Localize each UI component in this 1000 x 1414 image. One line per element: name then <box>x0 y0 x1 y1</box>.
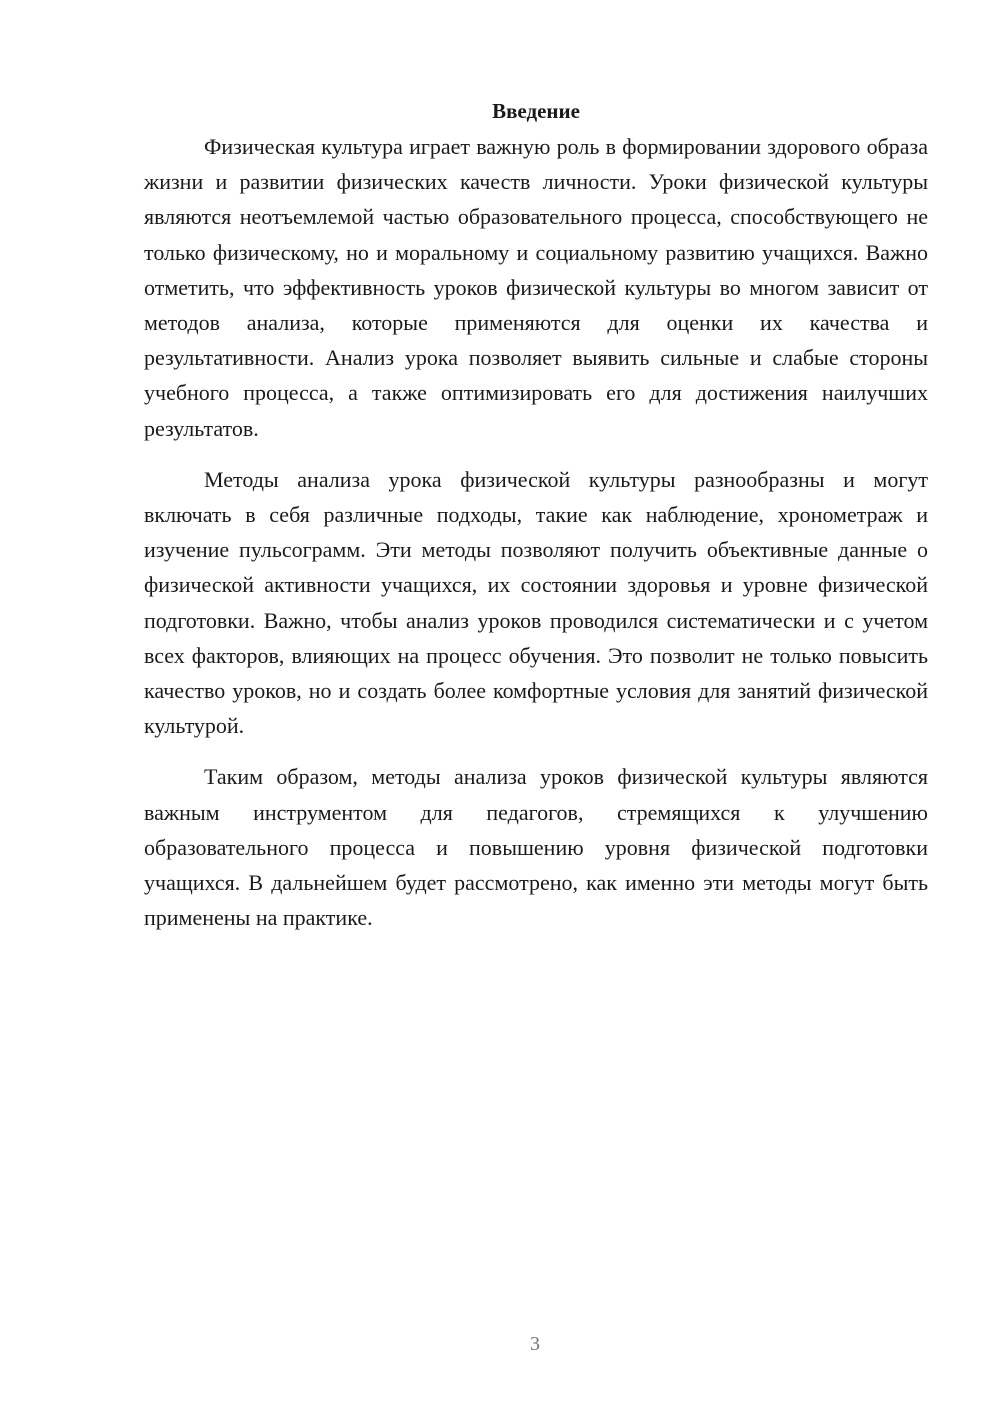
page-number: 3 <box>530 1333 540 1355</box>
document-body <box>144 94 928 935</box>
paragraph-1: Физическая культура играет важную роль в формировании здорового образа жизни и развитии физических качеств личности. Уроки физической культуры являются неотъемлемой частью образовательного процесса, способствующего не только физическому, но и моральному и социальному развитию учащихся. Важно отметить, что эффективность уроков физической культуры во многом зависит от методов анализа, которые применяются для оценки их качества и результативности. Анализ урока позволяет выявить сильные и слабые стороны учебного процесса, а также оптимизировать его для достижения наилучших результатов. <box>144 134 928 441</box>
paragraph-3: Таким образом, методы анализа уроков физической культуры являются важным инструментом для педагогов, стремящихся к улучшению образовательного процесса и повышению уровня физической подготовки учащихся. В дальнейшем будет рассмотрено, как именно эти методы могут быть применены на практике. <box>144 764 928 931</box>
section-heading: Введение <box>492 99 580 123</box>
paragraph-2: Методы анализа урока физической культуры разнообразны и могут включать в себя различные подходы, такие как наблюдение, хронометраж и изучение пульсограмм. Эти методы позволяют получить объективные данные о физической активности учащихся, их состоянии здоровья и уровне физической подготовки. Важно, чтобы анализ уроков проводился систематически и с учетом всех факторов, влияющих на процесс обучения. Это позволит не только повысить качество уроков, но и создать более комфортные условия для занятий физической культурой. <box>144 466 928 739</box>
